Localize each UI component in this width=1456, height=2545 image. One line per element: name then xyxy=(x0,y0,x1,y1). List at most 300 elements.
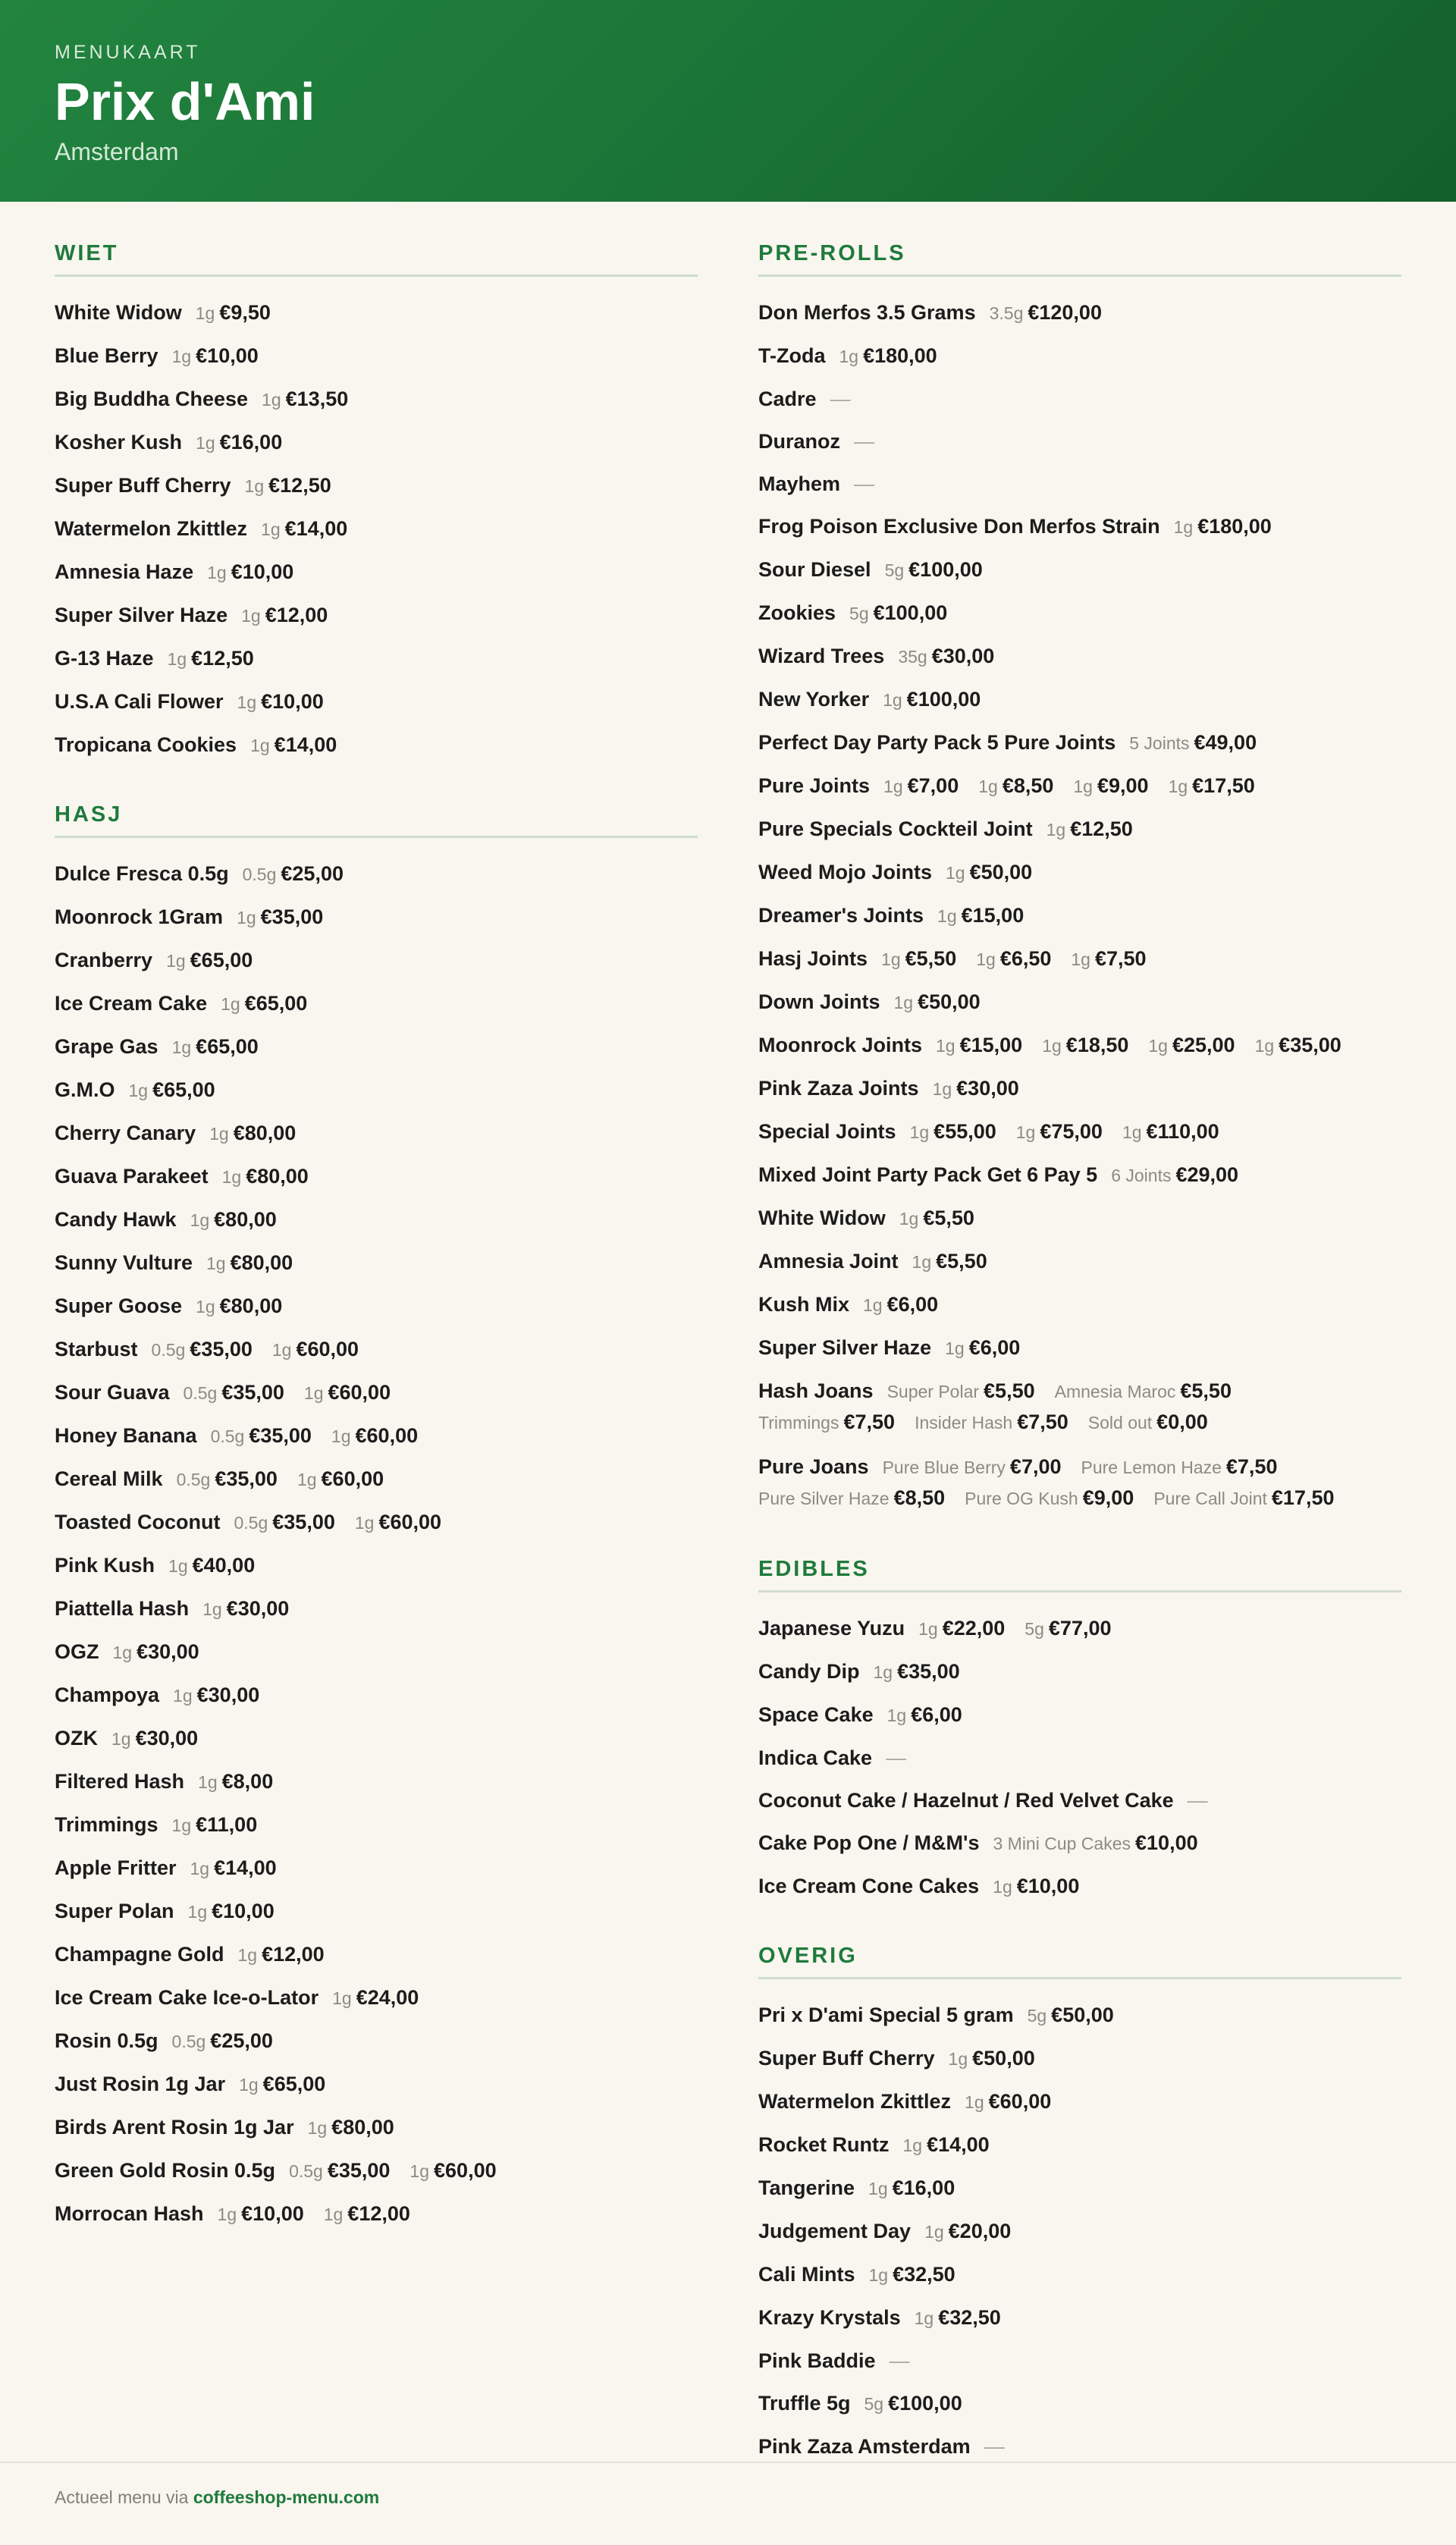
item-name: Pure Specials Cockteil Joint xyxy=(758,817,1033,840)
price-amount: €65,00 xyxy=(244,992,308,1015)
menu-item xyxy=(55,1891,698,1934)
item-name: Green Gold Rosin 0.5g xyxy=(55,2159,276,2182)
price-unit: 1g xyxy=(883,690,902,710)
price-unit: 1g xyxy=(1046,820,1066,839)
item-name: Sunny Vulture xyxy=(55,1251,193,1274)
menu-item xyxy=(55,896,698,940)
price-amount: €5,50 xyxy=(936,1250,987,1272)
menu-item xyxy=(55,1502,698,1545)
menu-item xyxy=(758,722,1401,765)
item-name: Sour Diesel xyxy=(758,558,871,581)
price-group xyxy=(965,1486,1134,1509)
unavailable-dash: — xyxy=(854,430,874,453)
price-group xyxy=(173,1684,259,1706)
price-amount: €15,00 xyxy=(959,1034,1023,1056)
menu-item xyxy=(55,1977,698,2020)
price-unit: 5 Joints xyxy=(1129,733,1190,753)
price-amount: €60,00 xyxy=(434,2159,497,2182)
item-name: Cherry Canary xyxy=(55,1122,196,1144)
price-unit: 1g xyxy=(918,1619,938,1639)
price-unit: 0.5g xyxy=(210,1426,245,1446)
price-group xyxy=(899,1207,974,1229)
price-unit: 0.5g xyxy=(289,2161,323,2181)
price-amount: €60,00 xyxy=(378,1511,442,1533)
price-group xyxy=(272,1338,359,1360)
price-group xyxy=(190,1208,277,1231)
item-name: Cereal Milk xyxy=(55,1467,163,1490)
price-unit: 1g xyxy=(976,949,996,969)
section-title: HASJ xyxy=(55,801,698,838)
price-amount: €32,50 xyxy=(938,2306,1001,2329)
price-amount: €35,00 xyxy=(249,1424,312,1447)
item-name: Watermelon Zkittlez xyxy=(55,517,248,540)
price-group xyxy=(297,1467,384,1490)
section-hasj xyxy=(55,767,698,2236)
price-unit: 1g xyxy=(250,736,270,755)
menu-item xyxy=(758,1111,1401,1154)
price-group xyxy=(1148,1034,1235,1056)
item-name: Japanese Yuzu xyxy=(758,1617,905,1640)
menu-item xyxy=(55,2193,698,2236)
price-unit: 1g xyxy=(937,906,957,926)
item-name: Super Buff Cherry xyxy=(758,2047,935,2070)
price-unit: 5g xyxy=(884,560,905,580)
item-name: Filtered Hash xyxy=(55,1770,185,1793)
price-amount: €65,00 xyxy=(262,2073,326,2095)
item-name: Pink Zaza Joints xyxy=(758,1077,919,1100)
item-name: White Widow xyxy=(55,301,182,324)
price-group xyxy=(903,2133,990,2156)
price-unit: 35g xyxy=(898,647,927,667)
price-group xyxy=(289,2159,390,2182)
menu-item xyxy=(55,1329,698,1372)
price-unit: 1g xyxy=(221,994,240,1014)
price-amount: €5,50 xyxy=(1180,1379,1232,1402)
price-amount: €30,00 xyxy=(135,1727,199,1749)
price-unit: 1g xyxy=(190,1859,210,1878)
item-name: Apple Fritter xyxy=(55,1856,177,1879)
price-unit: 1g xyxy=(899,1209,919,1229)
price-amount: €14,00 xyxy=(274,733,337,756)
price-group xyxy=(1081,1455,1278,1478)
menu-item xyxy=(758,679,1401,722)
price-unit: 1g xyxy=(912,1252,932,1272)
price-unit: 1g xyxy=(881,949,901,969)
menu-item xyxy=(758,1446,1401,1522)
price-group xyxy=(239,2073,325,2095)
menu-item xyxy=(758,1284,1401,1327)
menu-item xyxy=(55,1847,698,1891)
price-amount: €24,00 xyxy=(356,1986,419,2009)
menu-item xyxy=(758,635,1401,679)
menu-item xyxy=(758,852,1401,895)
price-group xyxy=(172,2029,273,2052)
item-name: Kush Mix xyxy=(758,1293,850,1316)
price-group xyxy=(209,1122,296,1144)
price-unit: 1g xyxy=(207,563,227,582)
price-unit: 1g xyxy=(1071,949,1090,969)
menu-item xyxy=(758,549,1401,592)
menu-item xyxy=(55,1718,698,1761)
price-amount: €15,00 xyxy=(961,904,1025,927)
price-amount: €50,00 xyxy=(969,861,1033,883)
price-amount: €10,00 xyxy=(231,560,294,583)
price-amount: €16,00 xyxy=(892,2176,956,2199)
item-name: Hasj Joints xyxy=(758,947,868,970)
price-group xyxy=(869,2263,956,2286)
price-unit: 1g xyxy=(946,863,965,883)
price-unit: 1g xyxy=(209,1124,229,1144)
price-unit: 1g xyxy=(948,2049,968,2069)
price-unit: 1g xyxy=(1254,1036,1275,1056)
price-group xyxy=(207,560,293,583)
price-unit: Pure Blue Berry xyxy=(882,1458,1006,1477)
price-amount: €30,00 xyxy=(956,1077,1019,1100)
price-amount: €35,00 xyxy=(215,1467,278,1490)
price-unit: 1g xyxy=(190,1210,210,1230)
price-unit: 1g xyxy=(166,951,186,971)
price-unit: 1g xyxy=(196,433,215,453)
price-amount: €80,00 xyxy=(331,2116,394,2139)
item-name: Mixed Joint Party Pack Get 6 Pay 5 xyxy=(758,1163,1098,1186)
price-group xyxy=(918,1617,1005,1640)
price-amount: €100,00 xyxy=(906,688,981,711)
price-group xyxy=(332,1986,419,2009)
menu-item xyxy=(758,2038,1401,2081)
price-group xyxy=(887,1379,1035,1402)
item-name: Sour Guava xyxy=(55,1381,170,1404)
price-amount: €8,50 xyxy=(1002,774,1054,797)
item-name: T-Zoda xyxy=(758,344,826,367)
item-name: Indica Cake xyxy=(758,1746,873,1769)
price-unit: 1g xyxy=(410,2161,430,2181)
shop-title: Prix d'Ami xyxy=(55,72,315,131)
price-unit: 6 Joints xyxy=(1111,1166,1172,1185)
price-unit: Sold out xyxy=(1087,1413,1153,1433)
price-amount: €10,00 xyxy=(212,1900,275,1922)
menu-item xyxy=(758,1197,1401,1241)
price-unit: 1g xyxy=(902,2135,923,2155)
price-group xyxy=(211,1424,312,1447)
price-group xyxy=(912,1250,987,1272)
item-name: Pri x D'ami Special 5 gram xyxy=(758,2004,1014,2026)
price-unit: 1g xyxy=(173,1686,193,1706)
price-amount: €7,00 xyxy=(1009,1455,1062,1478)
price-amount: €9,50 xyxy=(219,301,271,324)
price-group xyxy=(1071,947,1146,970)
menu-item xyxy=(758,1694,1401,1737)
price-group xyxy=(1122,1120,1219,1143)
price-group xyxy=(237,690,324,713)
menu-item xyxy=(55,378,698,422)
price-unit: 1g xyxy=(1042,1036,1062,1056)
price-amount: €7,50 xyxy=(1225,1455,1278,1478)
price-unit: 0.5g xyxy=(171,2032,206,2051)
price-unit: 1g xyxy=(202,1599,222,1619)
shop-city: Amsterdam xyxy=(55,138,179,165)
item-name: New Yorker xyxy=(758,688,870,711)
price-group xyxy=(1055,1379,1232,1402)
price-unit: 1g xyxy=(868,2265,889,2285)
price-group xyxy=(202,1597,289,1620)
price-amount: €32,50 xyxy=(893,2263,956,2286)
price-group xyxy=(190,1856,277,1879)
price-group xyxy=(1073,774,1148,797)
price-unit: 1g xyxy=(1168,777,1188,796)
menu-item xyxy=(758,1994,1401,2038)
item-name: Toasted Coconut xyxy=(55,1511,221,1533)
item-name: Moonrock 1Gram xyxy=(55,905,224,928)
item-sub-prices xyxy=(758,1406,1401,1439)
price-amount: €20,00 xyxy=(948,2220,1012,2242)
price-amount: €100,00 xyxy=(908,558,983,581)
price-amount: €180,00 xyxy=(1197,515,1272,538)
price-unit: Pure Call Joint xyxy=(1153,1489,1267,1508)
menu-item xyxy=(55,2020,698,2063)
price-group xyxy=(261,517,347,540)
price-unit: 1g xyxy=(863,1295,883,1315)
left-column xyxy=(55,202,698,2236)
price-group xyxy=(1153,1486,1334,1509)
item-name: G-13 Haze xyxy=(55,647,154,670)
price-unit: 5g xyxy=(849,604,869,623)
price-unit: 1g xyxy=(171,347,192,366)
price-group xyxy=(1255,1034,1341,1056)
price-amount: €60,00 xyxy=(355,1424,419,1447)
item-name: Ice Cream Cake Ice-o-Lator xyxy=(55,1986,319,2009)
price-group xyxy=(234,1511,335,1533)
price-amount: €6,00 xyxy=(886,1293,939,1316)
price-amount: €30,00 xyxy=(196,1684,260,1706)
unavailable-dash: — xyxy=(889,2349,910,2372)
menu-item xyxy=(55,940,698,983)
price-unit: 1g xyxy=(195,303,215,323)
menu-item xyxy=(55,1156,698,1199)
item-name: Honey Banana xyxy=(55,1424,197,1447)
menu-item xyxy=(758,2167,1401,2211)
price-amount: €35,00 xyxy=(190,1338,253,1360)
item-name: Special Joints xyxy=(758,1120,896,1143)
price-unit: Pure Silver Haze xyxy=(758,1489,890,1508)
footer-brand-link[interactable]: coffeeshop-menu.com xyxy=(193,2487,380,2507)
price-amount: €12,00 xyxy=(262,1943,325,1966)
price-amount: €65,00 xyxy=(190,949,253,971)
item-name: Coconut Cake / Hazelnut / Red Velvet Cake xyxy=(758,1789,1174,1812)
menu-item xyxy=(55,465,698,508)
price-amount: €65,00 xyxy=(196,1035,259,1058)
menu-item xyxy=(55,1372,698,1415)
menu-item xyxy=(758,2383,1401,2426)
menu-item xyxy=(55,292,698,335)
item-name: Dreamer's Joints xyxy=(758,904,924,927)
price-unit: 1g xyxy=(1122,1122,1142,1142)
menu-item xyxy=(758,2297,1401,2340)
price-amount: €22,00 xyxy=(942,1617,1006,1640)
price-group xyxy=(198,1770,273,1793)
item-name: Cranberry xyxy=(55,949,153,971)
menu-item xyxy=(758,765,1401,808)
item-name: Super Goose xyxy=(55,1294,183,1317)
price-amount: €17,50 xyxy=(1271,1486,1335,1509)
price-unit: 1g xyxy=(111,1729,131,1749)
price-unit: 1g xyxy=(167,649,187,669)
price-group xyxy=(874,1660,960,1683)
price-amount: €17,50 xyxy=(1192,774,1255,797)
price-amount: €50,00 xyxy=(972,2047,1035,2070)
menu-item xyxy=(55,595,698,638)
price-unit: 1g xyxy=(237,908,256,927)
price-group xyxy=(168,647,254,670)
item-name: Weed Mojo Joints xyxy=(758,861,933,883)
menu-item xyxy=(758,1327,1401,1370)
price-amount: €12,50 xyxy=(191,647,254,670)
price-unit: 3.5g xyxy=(989,303,1024,323)
price-amount: €35,00 xyxy=(1279,1034,1341,1056)
price-group xyxy=(758,1486,945,1509)
price-amount: €14,00 xyxy=(214,1856,277,1879)
price-unit: 1g xyxy=(886,1706,907,1725)
price-group xyxy=(222,1165,309,1188)
menu-item xyxy=(758,421,1401,463)
unavailable-dash: — xyxy=(854,472,875,495)
price-group xyxy=(1111,1163,1238,1186)
price-group xyxy=(849,601,947,624)
item-name: Morrocan Hash xyxy=(55,2202,204,2225)
item-name: Rocket Runtz xyxy=(758,2133,890,2156)
price-group xyxy=(237,905,323,928)
price-group xyxy=(177,1467,278,1490)
menu-item xyxy=(758,2211,1401,2254)
price-group xyxy=(172,1035,259,1058)
item-name: Ice Cream Cone Cakes xyxy=(758,1875,980,1897)
price-amount: €35,00 xyxy=(221,1381,284,1404)
price-amount: €50,00 xyxy=(918,990,981,1013)
item-name: Pink Kush xyxy=(55,1554,155,1577)
price-group xyxy=(1174,515,1272,538)
price-group xyxy=(218,2202,304,2225)
price-group xyxy=(839,344,937,367)
price-amount: €12,00 xyxy=(265,604,328,626)
menu-item xyxy=(55,1631,698,1674)
price-unit: 1g xyxy=(171,1815,192,1835)
price-unit: 5g xyxy=(1027,2006,1047,2026)
price-group xyxy=(965,2090,1051,2113)
menu-item xyxy=(55,1112,698,1156)
item-name: Tangerine xyxy=(758,2176,855,2199)
price-unit: 0.5g xyxy=(176,1470,211,1489)
item-name: Candy Hawk xyxy=(55,1208,177,1231)
item-name: Frog Poison Exclusive Don Merfos Strain xyxy=(758,515,1160,538)
price-amount: €9,00 xyxy=(1082,1486,1134,1509)
item-name: Hash Joans xyxy=(758,1379,874,1402)
price-unit: 3 Mini Cup Cakes xyxy=(993,1834,1131,1853)
price-group xyxy=(196,431,282,453)
menu-item xyxy=(55,1026,698,1069)
menu-item xyxy=(55,1804,698,1847)
price-unit: 1g xyxy=(883,777,903,796)
price-amount: €6,00 xyxy=(911,1703,962,1726)
menu-item xyxy=(55,1674,698,1718)
price-unit: 1g xyxy=(914,2308,934,2328)
price-group xyxy=(172,1813,258,1836)
menu-item xyxy=(758,808,1401,852)
item-name: Duranoz xyxy=(758,430,840,453)
item-name: Birds Arent Rosin 1g Jar xyxy=(55,2116,294,2139)
item-name: Champagne Gold xyxy=(55,1943,224,1966)
price-amount: €80,00 xyxy=(214,1208,277,1231)
price-group xyxy=(241,604,328,626)
price-amount: €60,00 xyxy=(988,2090,1052,2113)
item-name: Cake Pop One / M&M's xyxy=(758,1831,980,1854)
item-name: Super Buff Cherry xyxy=(55,474,231,497)
price-amount: €6,00 xyxy=(968,1336,1021,1359)
item-name: Blue Berry xyxy=(55,344,158,367)
price-group xyxy=(188,1900,275,1922)
price-group xyxy=(331,1424,418,1447)
price-amount: €60,00 xyxy=(328,1381,391,1404)
price-group xyxy=(245,474,331,497)
price-group xyxy=(1088,1411,1208,1433)
item-name: Down Joints xyxy=(758,990,880,1013)
price-amount: €8,50 xyxy=(893,1486,946,1509)
price-group xyxy=(1129,731,1257,754)
menu-item xyxy=(55,1415,698,1458)
section-title: OVERIG xyxy=(758,1942,1401,1979)
menu-item xyxy=(55,2107,698,2150)
price-amount: €12,50 xyxy=(1070,817,1133,840)
price-group xyxy=(894,990,981,1013)
menu-item xyxy=(55,724,698,767)
price-group xyxy=(250,733,337,756)
item-name: Don Merfos 3.5 Grams xyxy=(758,301,976,324)
item-name: Mayhem xyxy=(758,472,841,495)
section-title: EDIBLES xyxy=(758,1555,1401,1593)
menu-item xyxy=(55,983,698,1026)
menu-item xyxy=(758,378,1401,421)
price-amount: €8,00 xyxy=(221,1770,274,1793)
price-unit: 1g xyxy=(924,2222,944,2242)
price-unit: 1g xyxy=(196,1297,215,1316)
price-unit: 1g xyxy=(945,1338,965,1358)
menu-item xyxy=(55,1545,698,1588)
price-unit: 1g xyxy=(1148,1036,1168,1056)
unavailable-dash: — xyxy=(1187,1789,1208,1812)
menu-item xyxy=(55,1934,698,1977)
menu-item xyxy=(758,1370,1401,1446)
price-amount: €6,50 xyxy=(999,947,1052,970)
menu-item xyxy=(55,1285,698,1329)
price-unit: 1g xyxy=(323,2205,344,2224)
menu-item xyxy=(55,551,698,595)
price-group xyxy=(1025,1617,1111,1640)
item-name: Cali Mints xyxy=(758,2263,855,2286)
menu-item xyxy=(55,1069,698,1112)
price-unit: 1g xyxy=(932,1079,952,1099)
item-name: Rosin 0.5g xyxy=(55,2029,158,2052)
price-amount: €25,00 xyxy=(1172,1034,1235,1056)
price-unit: Super Polar xyxy=(886,1382,980,1401)
menu-item xyxy=(758,1866,1401,1909)
price-group xyxy=(1028,2004,1114,2026)
price-amount: €16,00 xyxy=(219,431,283,453)
menu-item xyxy=(758,1068,1401,1111)
price-amount: €80,00 xyxy=(233,1122,297,1144)
item-name: Pink Baddie xyxy=(758,2349,876,2372)
item-name: Just Rosin 1g Jar xyxy=(55,2073,226,2095)
menu-item xyxy=(758,895,1401,938)
menu-item xyxy=(758,981,1401,1025)
price-unit: 1g xyxy=(354,1513,375,1533)
